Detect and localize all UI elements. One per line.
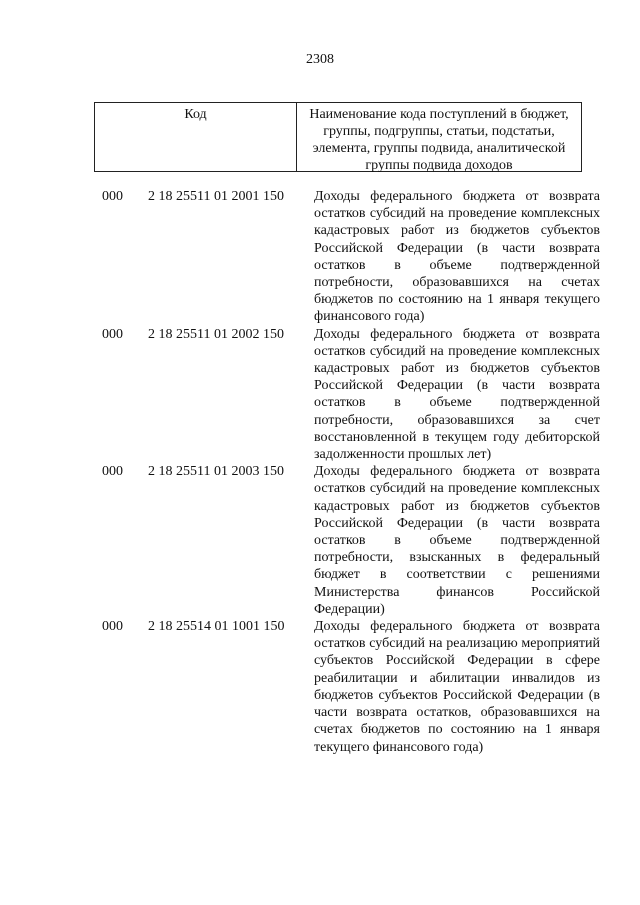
admin-code: 000	[102, 464, 123, 480]
income-code-list	[94, 188, 614, 756]
code-column-header: Код	[95, 103, 297, 171]
income-description: Доходы федерального бюджета от возврата остатков субсидий на проведение комплексных кадастровых работ из бюджетов субъектов Российской Федерации (в части возврата остатков в объеме подтвержденной потребности, образовавшихся за счет восстановленной в текущем году дебиторской задолженности прошлых лет)	[314, 326, 600, 463]
admin-code: 000	[102, 189, 123, 204]
table-row	[94, 618, 614, 756]
income-code: 2 18 25511 01 2003 150	[148, 464, 284, 480]
table-row	[94, 188, 614, 326]
page-number: 2308	[306, 52, 334, 67]
income-code: 2 18 25511 01 2001 150	[148, 189, 284, 204]
income-code: 2 18 25511 01 2002 150	[148, 326, 284, 342]
table-row	[94, 463, 614, 618]
income-description: Доходы федерального бюджета от возврата остатков субсидий на реализацию мероприятий субъектов Российской Федерации в сфере реабилитации и абилитации инвалидов из бюджетов субъектов Российской Федерации (в части возврата остатков, образовавшихся на счетах бюджетов по состоянию на 1 января текущего финансового года)	[314, 619, 600, 755]
income-description: Доходы федерального бюджета от возврата остатков субсидий на проведение комплексных кадастровых работ из бюджетов субъектов Российской Федерации (в части возврата остатков в объеме подтвержденной потребности, образовавшихся на счетах бюджетов по состоянию на 1 января текущего финансового года)	[314, 189, 600, 325]
column-header	[94, 102, 582, 172]
admin-code: 000	[102, 619, 123, 635]
income-code: 2 18 25514 01 1001 150	[148, 619, 285, 635]
income-description: Доходы федерального бюджета от возврата остатков субсидий на проведение комплексных кадастровых работ из бюджетов субъектов Российской Федерации (в части возврата остатков в объеме подтвержденной потребности, взысканных в федеральный бюджет в соответствии с решениями Министерства финансов Российской Федерации)	[314, 464, 600, 617]
table-row	[94, 326, 614, 464]
admin-code: 000	[102, 326, 123, 342]
name-column-header: Наименование кода поступлений в бюджет, группы, подгруппы, статьи, подстатьи, элемента, группы подвида, аналитической группы подвида доходов	[309, 107, 569, 173]
